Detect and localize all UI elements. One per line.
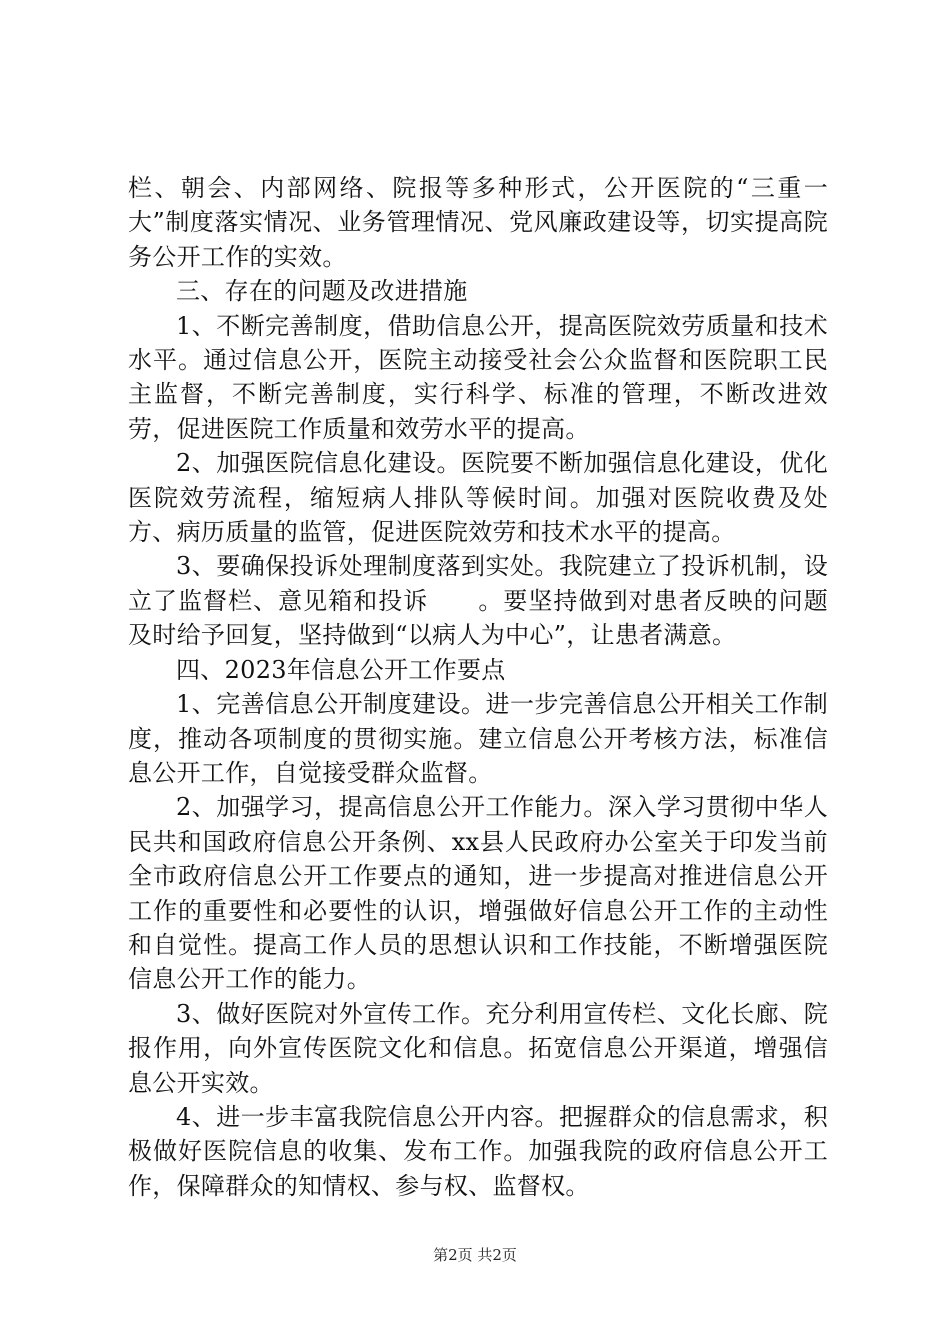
paragraph-key-point-1: 1、完善信息公开制度建设。进一步完善信息公开相关工作制度，推动各项制度的贯彻实施。建立信息公开考核方法，标准信息公开工作，自觉接受群众监督。 bbox=[128, 690, 828, 787]
paragraph-key-point-2: 2、加强学习，提高信息公开工作能力。深入学习贯彻中华人民共和国政府信息公开条例、xx县人民政府办公室关于印发当前全市政府信息公开工作要点的通知，进一步提高对推进信息公开工作的重要性和必要性的认识，增强做好信息公开工作的主动性和自觉性。提高工作人员的思想认识和工作技能，不断增强医院信息公开工作的能力。 bbox=[128, 793, 828, 994]
paragraph-continuation: 栏、朝会、内部网络、院报等多种形式，公开医院的“三重一大”制度落实情况、业务管理情况、党风廉政建设等，切实提高院务公开工作的实效。 bbox=[128, 174, 828, 271]
paragraph-problem-1: 1、不断完善制度，借助信息公开，提高医院效劳质量和技术水平。通过信息公开，医院主动接受社会公众监督和医院职工民主监督，不断完善制度，实行科学、标准的管理，不断改进效劳，促进医院工作质量和效劳水平的提高。 bbox=[128, 311, 828, 443]
paragraph-key-point-3: 3、做好医院对外宣传工作。充分利用宣传栏、文化长廊、院报作用，向外宣传医院文化和信息。拓宽信息公开渠道，增强信息公开实效。 bbox=[128, 999, 828, 1097]
section-heading-problems: 三、存在的问题及改进措施 bbox=[176, 277, 468, 306]
document-body bbox=[128, 171, 828, 1203]
paragraph-key-point-4: 4、进一步丰富我院信息公开内容。把握群众的信息需求，积极做好医院信息的收集、发布工作。加强我院的政府信息公开工作，保障群众的知情权、参与权、监督权。 bbox=[128, 1102, 828, 1200]
paragraph-problem-2: 2、加强医院信息化建设。医院要不断加强信息化建设，优化医院效劳流程，缩短病人排队等候时间。加强对医院收费及处方、病历质量的监管，促进医院效劳和技术水平的提高。 bbox=[128, 449, 828, 547]
section-heading-key-points: 四、2023年信息公开工作要点 bbox=[176, 655, 506, 684]
paragraph-problem-3: 3、要确保投诉处理制度落到实处。我院建立了投诉机制，设立了监督栏、意见箱和投诉 。要坚持做到对患者反映的问题及时给予回复，坚持做到“以病人为中心”，让患者满意。 bbox=[128, 552, 828, 650]
page-footer: 第2页 共2页 bbox=[433, 1246, 517, 1264]
